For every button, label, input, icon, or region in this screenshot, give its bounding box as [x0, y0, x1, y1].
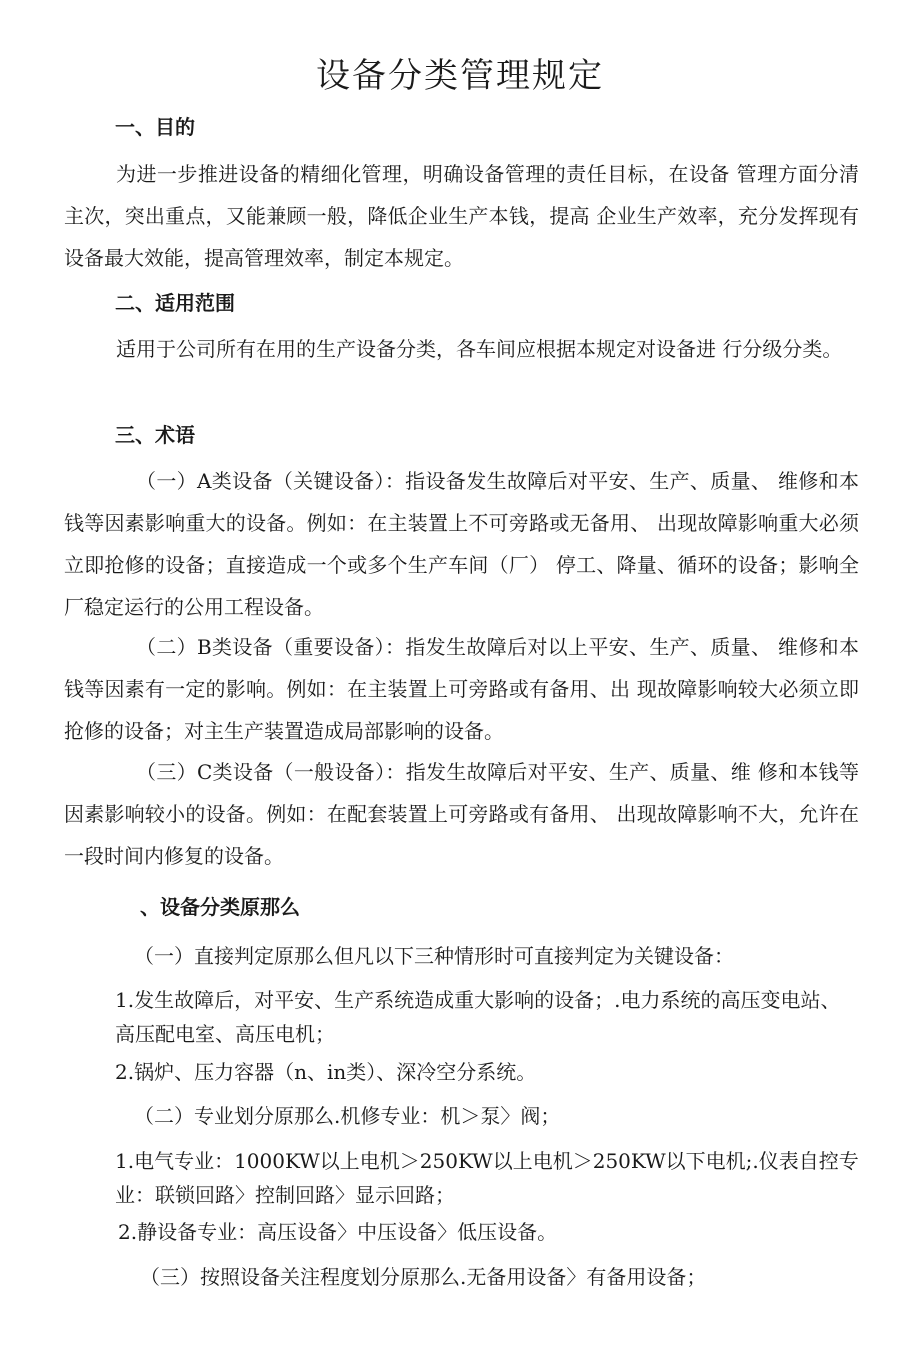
principle-direct: （一）直接判定原那么但凡以下三种情形时可直接判定为关键设备： — [134, 944, 734, 968]
principle-specialty-item-1: 1.电气专业：1000KW以上电机＞250KW以上电机＞250KW以下电机;.仪表自控专业：联锁回路〉控制回路〉显示回路； — [115, 1149, 859, 1207]
section-heading-purpose: 一、目的 — [115, 115, 195, 139]
principle-direct-item-2: 2.锅炉、压力容器（n、in类）、深冷空分系统。 — [115, 1060, 537, 1084]
principle-specialty: （二）专业划分原那么.机修专业：机＞泵〉阀； — [134, 1104, 561, 1128]
term-c-paragraph: （三）C类设备（一般设备）：指发生故障后对平安、生产、质量、维 修和本钱等因素影响较小的设备。例如：在配套装置上可旁路或有备用、 出现故障影响不大，允许在一段时间内修复的设备。 — [64, 760, 859, 868]
principle-specialty-item-2: 2.静设备专业：高压设备〉中压设备〉低压设备。 — [118, 1220, 558, 1244]
section-heading-scope: 二、适用范围 — [115, 291, 235, 315]
principle-attention: （三）按照设备关注程度划分原那么.无备用设备〉有备用设备； — [140, 1265, 707, 1289]
principle-direct-item-1: 1.发生故障后，对平安、生产系统造成重大影响的设备；.电力系统的高压变电站、高压配电室、高压电机； — [115, 988, 841, 1046]
purpose-paragraph: 为进一步推进设备的精细化管理，明确设备管理的责任目标，在设备 管理方面分清主次，突出重点，又能兼顾一般，降低企业生产本钱，提高 企业生产效率，充分发挥现有设备最大效能，提高管理效率，制定本规定。 — [64, 162, 859, 270]
term-b-paragraph: （二）B类设备（重要设备）：指发生故障后对以上平安、生产、质量、 维修和本钱等因素有一定的影响。例如：在主装置上可旁路或有备用、出 现故障影响较大必须立即抢修的设备；对主生产装置造成局部影响的设备。 — [64, 635, 859, 743]
section-heading-terms: 三、术语 — [115, 423, 195, 447]
scope-paragraph: 适用于公司所有在用的生产设备分类，各车间应根据本规定对设备进 行分级分类。 — [116, 337, 843, 361]
document-title: 设备分类管理规定 — [316, 56, 604, 96]
term-a-paragraph: （一）A类设备（关键设备）：指设备发生故障后对平安、生产、质量、 维修和本钱等因素影响重大的设备。例如：在主装置上不可旁路或无备用、 出现故障影响重大必须立即抢修的设备；直接造成一个或多个生产车间（厂） 停工、降量、循环的设备；影响全厂稳定运行的公用工程设备。 — [64, 469, 859, 619]
section-heading-principles: 、设备分类原那么 — [140, 895, 300, 919]
